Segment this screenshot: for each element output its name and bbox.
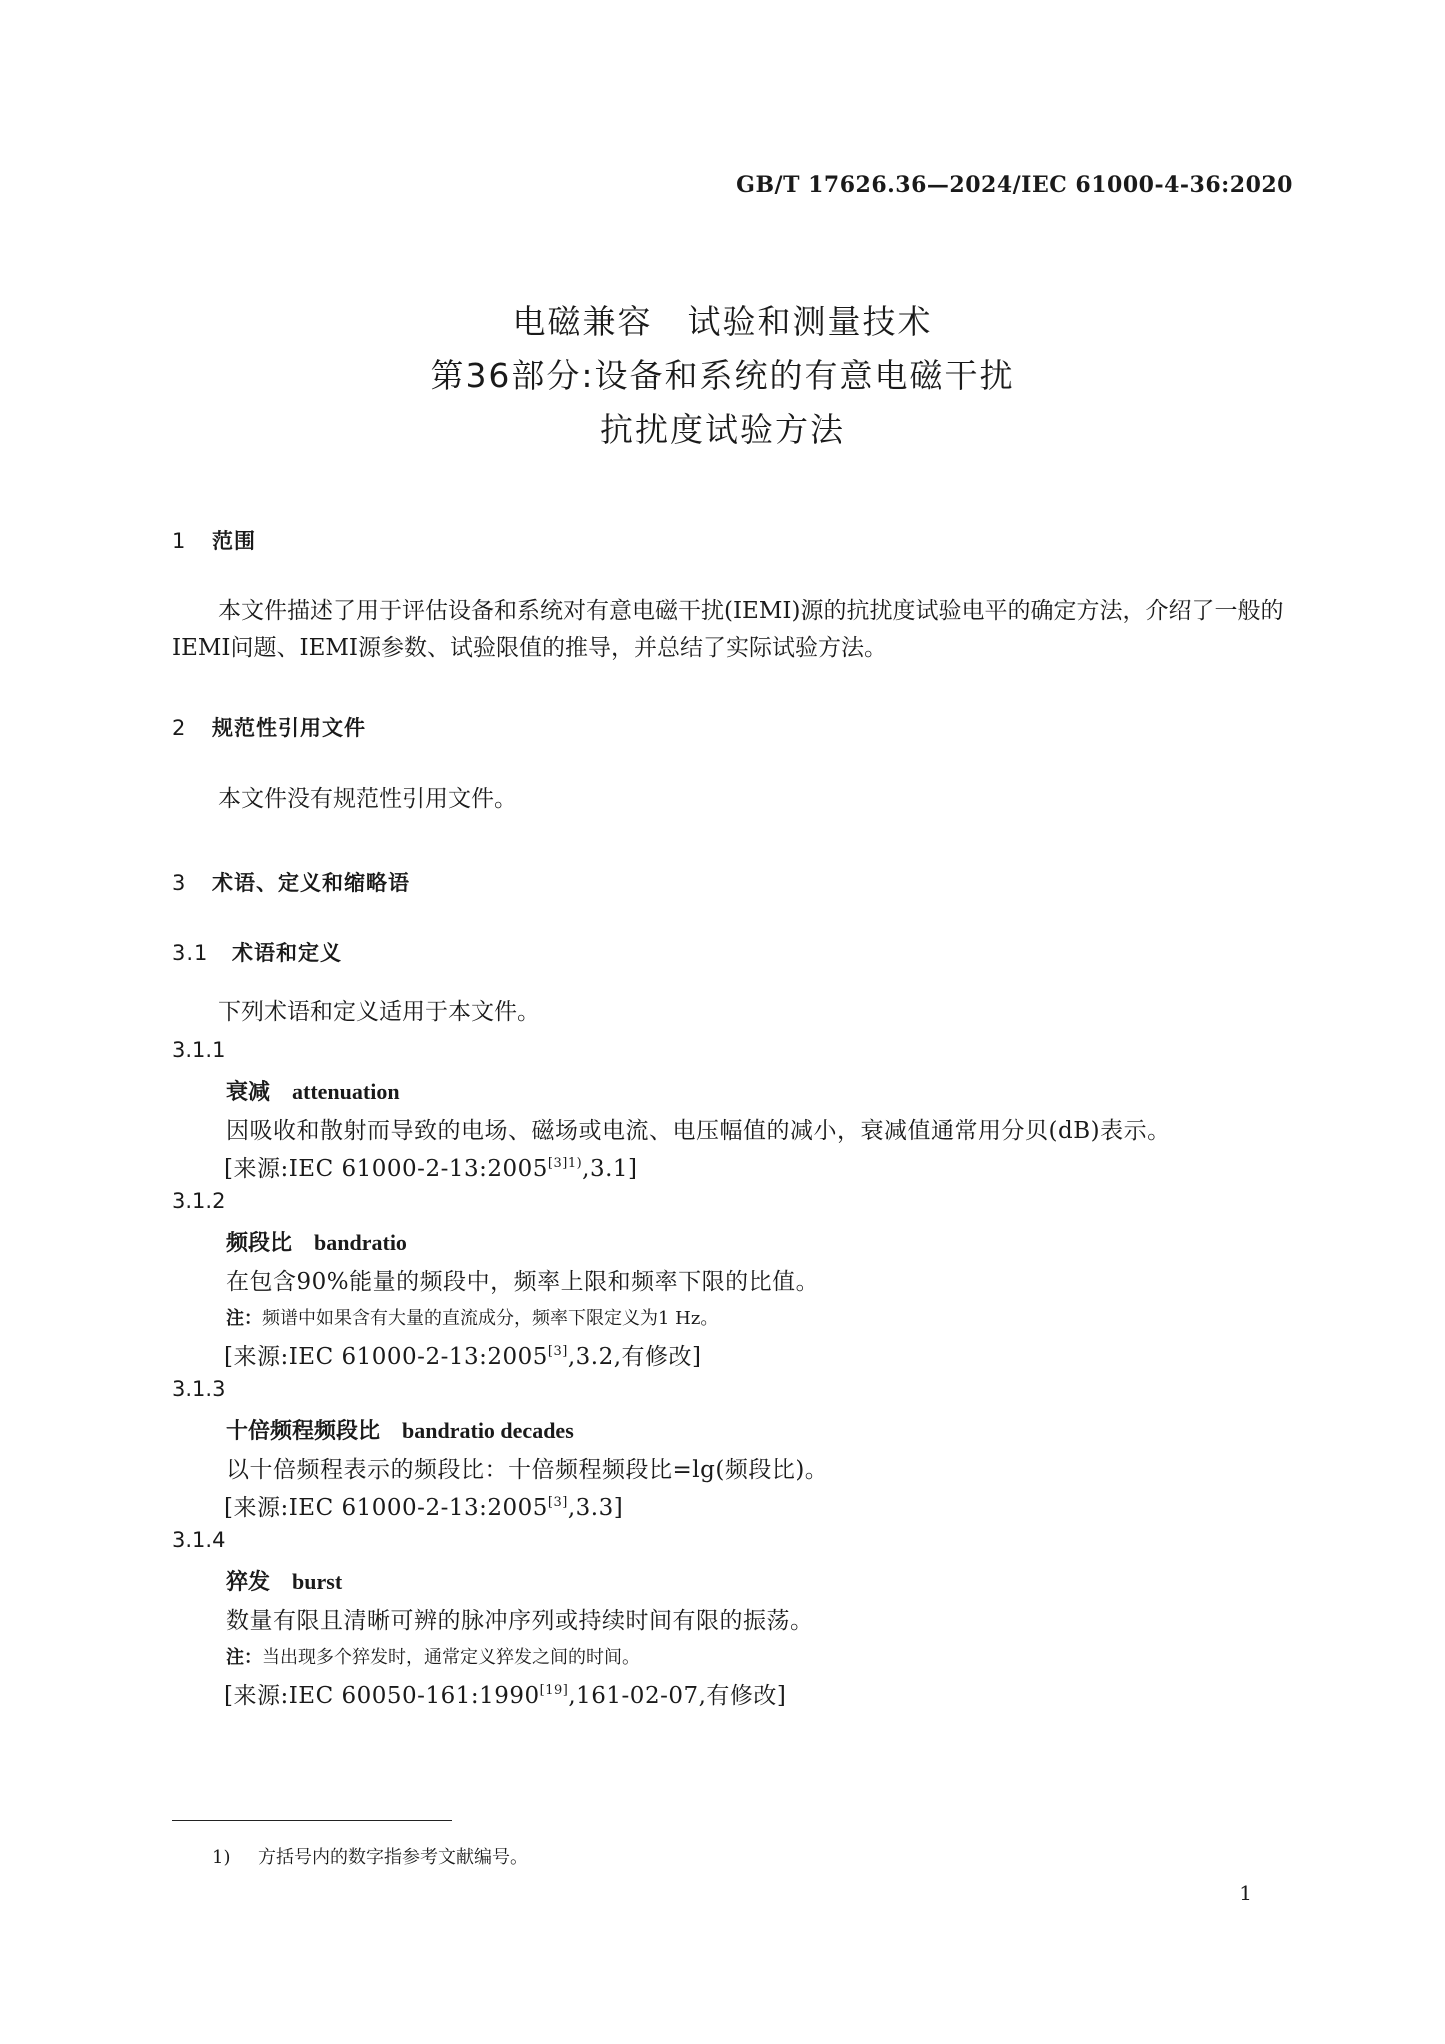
term-note: [226, 1643, 640, 1669]
footnote-divider: [172, 1820, 452, 1821]
term-definition: 因吸收和散射而导致的电场、磁场或电流、电压幅值的减小，衰减值通常用分贝(dB)表示。: [226, 1118, 1171, 1144]
term-number: 3.1.2: [172, 1189, 226, 1213]
term-source: [224, 1489, 623, 1522]
reference-marker: [3]1): [547, 1156, 583, 1171]
term-number: 3.1.4: [172, 1528, 226, 1552]
subsection-number: 3.1: [172, 941, 209, 965]
term-heading: [226, 1565, 342, 1596]
note-text: 当出现多个猝发时，通常定义猝发之间的时间。: [262, 1647, 640, 1668]
title-line-1: 电磁兼容 试验和测量技术: [512, 302, 933, 341]
footnote-text: 方括号内的数字指参考文献编号。: [258, 1847, 528, 1868]
section-title: 规范性引用文件: [212, 716, 366, 740]
section-2-heading: [172, 712, 366, 742]
term-english: burst: [292, 1569, 343, 1594]
term-heading: [226, 1075, 400, 1106]
section-title: 范围: [212, 529, 256, 553]
reference-marker: [19]: [539, 1683, 569, 1698]
term-chinese: 衰减: [226, 1080, 271, 1105]
note-label: 注：: [226, 1647, 262, 1668]
footnote: [212, 1843, 528, 1869]
term-chinese: 十倍频程频段比: [226, 1419, 381, 1444]
term-definition: 以十倍频程表示的频段比：十倍频程频段比=lg(频段比)。: [226, 1457, 829, 1483]
source-clause: ,161-02-07,有修改]: [568, 1683, 787, 1709]
reference-marker: [3]: [547, 1495, 568, 1510]
term-source: [224, 1677, 786, 1710]
section-1-heading: [172, 525, 256, 555]
title-line-2: 第36部分:设备和系统的有意电磁干扰: [430, 356, 1015, 395]
term-number: 3.1.3: [172, 1377, 226, 1401]
section-number: 2: [172, 716, 187, 740]
term-source: [224, 1338, 702, 1371]
source-clause: ,3.1]: [582, 1156, 638, 1182]
section-3-heading: [172, 867, 410, 897]
term-english: bandratio decades: [402, 1418, 574, 1443]
source-clause: ,3.3]: [567, 1495, 624, 1521]
section-2-paragraph: 本文件没有规范性引用文件。: [218, 786, 517, 812]
term-heading: [226, 1226, 407, 1257]
source-text: [来源:IEC 61000-2-13:2005: [224, 1344, 548, 1370]
document-code: GB/T 17626.36—2024/IEC 61000-4-36:2020: [736, 172, 1293, 198]
source-text: [来源:IEC 60050-161:1990: [224, 1683, 540, 1709]
section-3-1-heading: [172, 937, 342, 967]
section-number: 3: [172, 871, 187, 895]
section-3-1-intro: 下列术语和定义适用于本文件。: [218, 999, 540, 1025]
note-label: 注：: [226, 1308, 262, 1329]
term-definition: 数量有限且清晰可辨的脉冲序列或持续时间有限的振荡。: [226, 1608, 814, 1634]
source-text: [来源:IEC 61000-2-13:2005: [224, 1156, 548, 1182]
section-number: 1: [172, 529, 187, 553]
section-1-paragraph: 本文件描述了用于评估设备和系统对有意电磁干扰(IEMI)源的抗扰度试验电平的确定方法，介绍了一般的IEMI问题、IEMI源参数、试验限值的推导，并总结了实际试验方法。: [172, 598, 1284, 661]
subsection-title: 术语和定义: [232, 941, 342, 965]
term-number: 3.1.1: [172, 1038, 226, 1062]
page-number: 1: [1239, 1881, 1252, 1905]
term-definition: 在包含90%能量的频段中，频率上限和频率下限的比值。: [226, 1269, 820, 1295]
footnote-number: 1): [212, 1847, 231, 1868]
term-heading: [226, 1414, 574, 1445]
term-source: [224, 1150, 638, 1183]
term-chinese: 频段比: [226, 1231, 293, 1256]
term-english: attenuation: [292, 1079, 400, 1104]
term-english: bandratio: [314, 1230, 407, 1255]
term-note: [226, 1304, 718, 1330]
section-title: 术语、定义和缩略语: [212, 871, 410, 895]
term-chinese: 猝发: [226, 1570, 271, 1595]
source-text: [来源:IEC 61000-2-13:2005: [224, 1495, 548, 1521]
note-text: 频谱中如果含有大量的直流成分，频率下限定义为1 Hz。: [262, 1308, 719, 1329]
title-line-3: 抗扰度试验方法: [600, 410, 845, 449]
reference-marker: [3]: [547, 1344, 568, 1359]
source-clause: ,3.2,有修改]: [567, 1344, 702, 1370]
